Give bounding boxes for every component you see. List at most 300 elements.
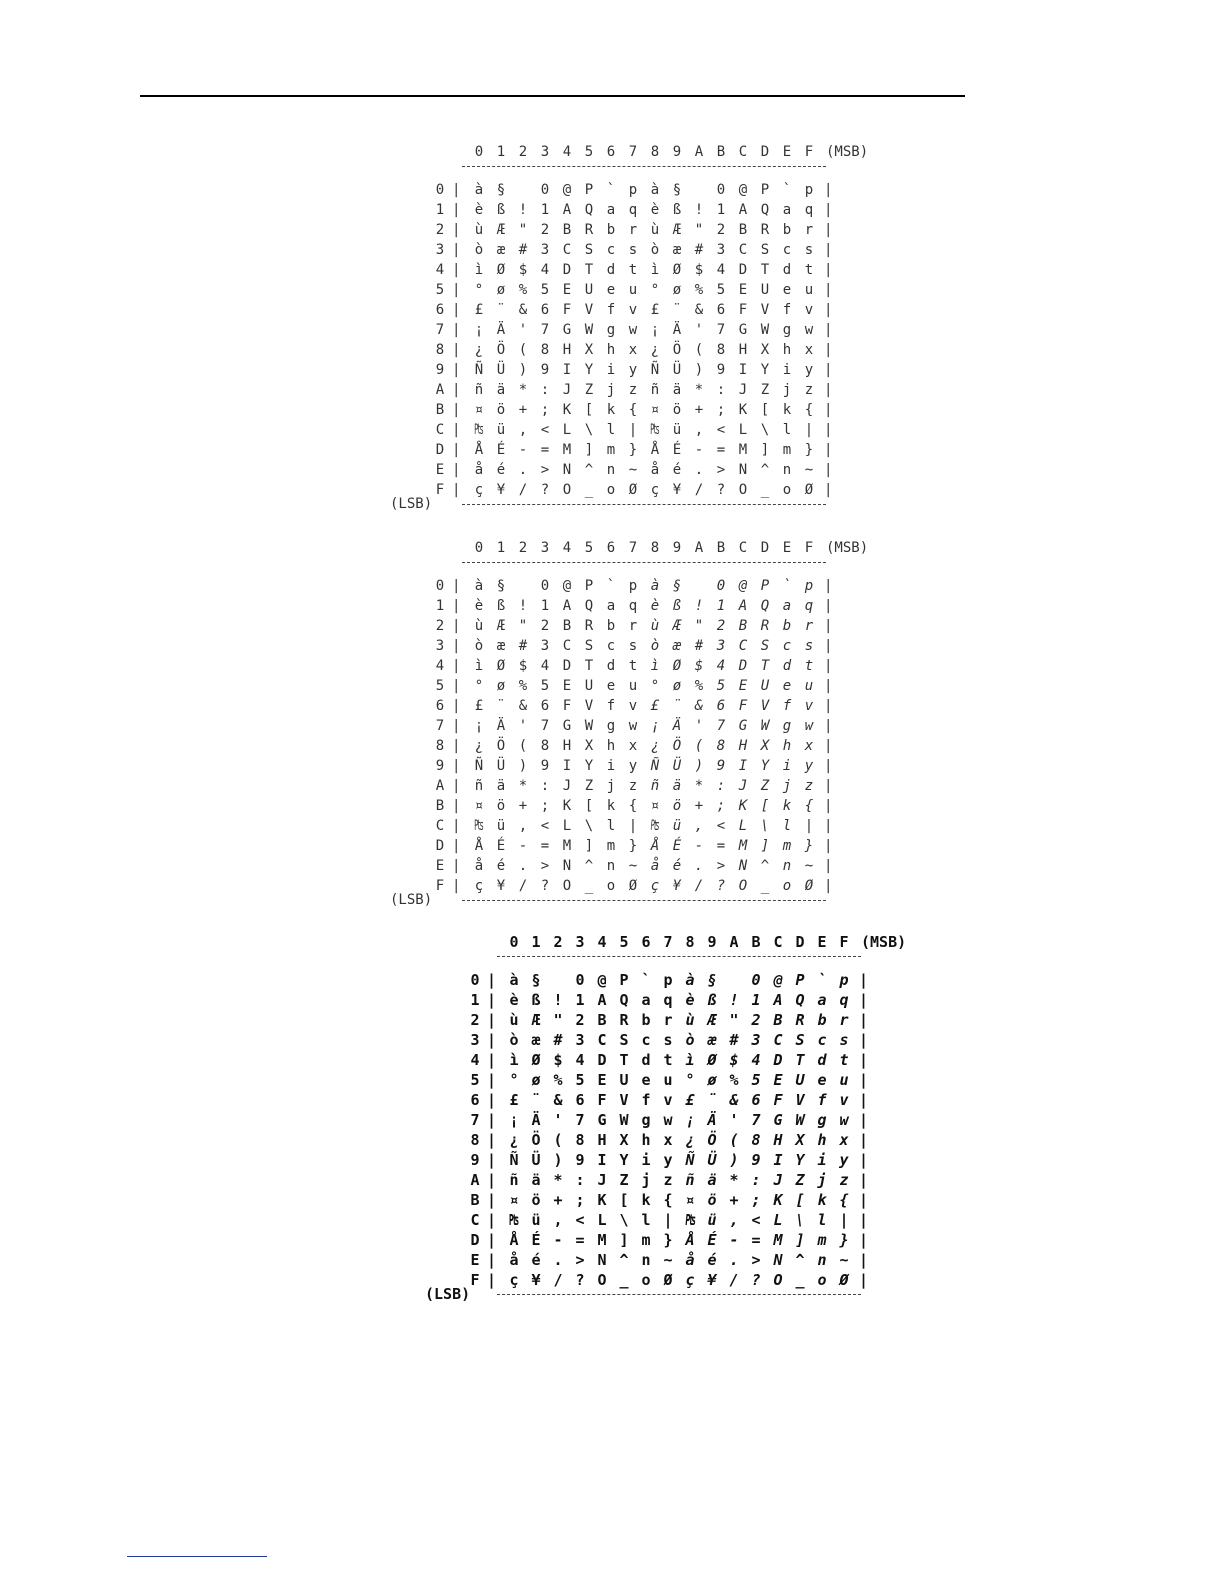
char-cell: ¨ bbox=[672, 302, 682, 318]
msb-header-cell: 3 bbox=[540, 540, 550, 556]
left-border: | bbox=[452, 798, 461, 814]
msb-header-cell: E bbox=[782, 540, 792, 556]
char-cell: - bbox=[694, 838, 704, 854]
char-cell: ò bbox=[509, 1031, 519, 1049]
char-cell: I bbox=[562, 758, 572, 774]
char-cell: r bbox=[628, 618, 638, 634]
char-cell: Ø bbox=[839, 1271, 849, 1289]
char-cell: ¡ bbox=[650, 718, 660, 734]
char-cell: > bbox=[575, 1251, 585, 1269]
char-cell: U bbox=[619, 1071, 629, 1089]
char-cell: ä bbox=[707, 1171, 717, 1189]
char-cell: Z bbox=[584, 778, 594, 794]
char-cell: H bbox=[738, 738, 748, 754]
char-cell: 4 bbox=[751, 1051, 761, 1069]
right-border: | bbox=[824, 422, 833, 438]
lsb-row-label: 7 bbox=[470, 1111, 480, 1129]
char-cell: ) bbox=[694, 362, 704, 378]
char-cell: J bbox=[773, 1171, 783, 1189]
char-cell: ¥ bbox=[672, 878, 682, 894]
left-border: | bbox=[452, 242, 461, 258]
char-cell: * bbox=[694, 778, 704, 794]
char-cell: j bbox=[782, 778, 792, 794]
char-cell: 5 bbox=[540, 678, 550, 694]
char-cell: w bbox=[628, 322, 638, 338]
char-cell: K bbox=[773, 1191, 783, 1209]
char-cell: t bbox=[804, 262, 814, 278]
char-cell: ? bbox=[716, 482, 726, 498]
msb-header-cell: 6 bbox=[606, 540, 616, 556]
msb-header-cell: C bbox=[738, 144, 748, 160]
char-cell: w bbox=[839, 1111, 849, 1129]
char-cell: I bbox=[773, 1151, 783, 1169]
char-cell: ñ bbox=[685, 1171, 695, 1189]
char-cell: B bbox=[738, 618, 748, 634]
char-cell: c bbox=[641, 1031, 651, 1049]
lsb-row-label: 4 bbox=[435, 262, 445, 278]
right-border: | bbox=[824, 858, 833, 874]
char-cell: X bbox=[795, 1131, 805, 1149]
char-cell: t bbox=[839, 1051, 849, 1069]
lsb-row-label: B bbox=[435, 798, 445, 814]
char-cell: ~ bbox=[628, 462, 638, 478]
char-cell: C bbox=[773, 1031, 783, 1049]
char-cell: A bbox=[562, 202, 572, 218]
left-border: | bbox=[487, 1251, 497, 1269]
lsb-row-label: F bbox=[435, 482, 445, 498]
char-cell: Ø bbox=[628, 878, 638, 894]
char-cell: " bbox=[694, 222, 704, 238]
char-cell: ) bbox=[694, 758, 704, 774]
char-cell: [ bbox=[760, 798, 770, 814]
char-cell: Ä bbox=[496, 322, 506, 338]
char-cell: p bbox=[663, 971, 673, 989]
char-cell: Z bbox=[584, 382, 594, 398]
char-cell: £ bbox=[685, 1091, 695, 1109]
char-cell: ¿ bbox=[685, 1131, 695, 1149]
char-cell: Ü bbox=[672, 758, 682, 774]
char-cell: ü bbox=[531, 1211, 541, 1229]
char-cell: / bbox=[694, 878, 704, 894]
char-cell: R bbox=[584, 222, 594, 238]
char-cell: æ bbox=[672, 242, 682, 258]
left-border: | bbox=[452, 698, 461, 714]
char-cell: 4 bbox=[716, 262, 726, 278]
lsb-row-label: 3 bbox=[470, 1031, 480, 1049]
char-cell: { bbox=[839, 1191, 849, 1209]
char-cell: M bbox=[562, 442, 572, 458]
char-cell: n bbox=[606, 462, 616, 478]
char-cell: ü bbox=[496, 818, 506, 834]
char-cell: # bbox=[518, 638, 528, 654]
lsb-row-label: 3 bbox=[435, 638, 445, 654]
char-cell: G bbox=[597, 1111, 607, 1129]
char-cell: ~ bbox=[804, 462, 814, 478]
char-cell: Y bbox=[584, 758, 594, 774]
char-cell: - bbox=[553, 1231, 563, 1249]
char-cell: V bbox=[619, 1091, 629, 1109]
char-cell: Y bbox=[619, 1151, 629, 1169]
char-cell: Ñ bbox=[509, 1151, 519, 1169]
char-cell: b bbox=[641, 1011, 651, 1029]
char-cell: x bbox=[804, 342, 814, 358]
char-cell: ` bbox=[782, 182, 792, 198]
char-cell: S bbox=[584, 638, 594, 654]
char-cell: ^ bbox=[760, 462, 770, 478]
char-cell: ¿ bbox=[474, 738, 484, 754]
char-cell: + bbox=[694, 798, 704, 814]
char-cell: U bbox=[584, 282, 594, 298]
char-cell: = bbox=[716, 442, 726, 458]
char-cell: ø bbox=[496, 282, 506, 298]
char-cell: C bbox=[562, 242, 572, 258]
char-cell: A bbox=[597, 991, 607, 1009]
char-cell: 4 bbox=[575, 1051, 585, 1069]
char-cell: ñ bbox=[474, 382, 484, 398]
lsb-row-label: E bbox=[470, 1251, 480, 1269]
char-cell: u bbox=[839, 1071, 849, 1089]
char-cell: W bbox=[584, 718, 594, 734]
char-cell: ¤ bbox=[509, 1191, 519, 1209]
char-cell: t bbox=[663, 1051, 673, 1069]
char-cell: % bbox=[518, 282, 528, 298]
char-cell: g bbox=[606, 322, 616, 338]
char-cell: ù bbox=[650, 618, 660, 634]
char-cell: x bbox=[628, 342, 638, 358]
right-border: | bbox=[859, 991, 869, 1009]
char-cell: ö bbox=[531, 1191, 541, 1209]
char-cell: Ü bbox=[672, 362, 682, 378]
char-cell: C bbox=[738, 242, 748, 258]
char-cell: [ bbox=[760, 402, 770, 418]
char-cell: L bbox=[738, 422, 748, 438]
lsb-row-label: 8 bbox=[470, 1131, 480, 1149]
lsb-row-label: 9 bbox=[435, 758, 445, 774]
char-cell: 9 bbox=[751, 1151, 761, 1169]
left-border: | bbox=[487, 1011, 497, 1029]
char-cell: ü bbox=[672, 818, 682, 834]
char-cell: & bbox=[729, 1091, 739, 1109]
msb-header-cell: C bbox=[773, 933, 783, 951]
char-cell: D bbox=[773, 1051, 783, 1069]
char-cell: ^ bbox=[760, 858, 770, 874]
lsb-label: (LSB) bbox=[425, 1285, 471, 1303]
char-cell: £ bbox=[650, 302, 660, 318]
char-cell: K bbox=[562, 402, 572, 418]
char-cell: q bbox=[839, 991, 849, 1009]
left-border: | bbox=[452, 322, 461, 338]
char-cell: $ bbox=[553, 1051, 563, 1069]
char-cell: 3 bbox=[575, 1031, 585, 1049]
char-cell: n bbox=[782, 858, 792, 874]
char-cell: Ø bbox=[663, 1271, 673, 1289]
char-cell: - bbox=[694, 442, 704, 458]
char-cell: o bbox=[606, 482, 616, 498]
table-top-rule bbox=[462, 562, 826, 563]
char-cell: ' bbox=[694, 322, 704, 338]
char-cell: V bbox=[760, 302, 770, 318]
char-cell: Ö bbox=[672, 738, 682, 754]
char-cell: j bbox=[606, 778, 616, 794]
right-border: | bbox=[824, 462, 833, 478]
char-cell: S bbox=[795, 1031, 805, 1049]
char-cell: # bbox=[694, 638, 704, 654]
char-cell: f bbox=[782, 302, 792, 318]
char-cell: + bbox=[553, 1191, 563, 1209]
right-border: | bbox=[859, 1051, 869, 1069]
char-cell: p bbox=[804, 578, 814, 594]
char-cell: S bbox=[619, 1031, 629, 1049]
char-cell: E bbox=[773, 1071, 783, 1089]
char-cell: j bbox=[782, 382, 792, 398]
lsb-row-label: 6 bbox=[435, 302, 445, 318]
char-cell: c bbox=[782, 638, 792, 654]
char-cell: Ü bbox=[496, 758, 506, 774]
char-cell: à bbox=[650, 182, 660, 198]
char-cell: s bbox=[628, 638, 638, 654]
char-cell: , bbox=[518, 422, 528, 438]
char-cell: 6 bbox=[540, 302, 550, 318]
right-border: | bbox=[859, 1011, 869, 1029]
char-cell: J bbox=[562, 382, 572, 398]
char-cell: ß bbox=[496, 202, 506, 218]
char-cell: É bbox=[672, 442, 682, 458]
right-border: | bbox=[859, 971, 869, 989]
char-cell: V bbox=[584, 698, 594, 714]
char-cell: ñ bbox=[650, 778, 660, 794]
right-border: | bbox=[824, 698, 833, 714]
left-border: | bbox=[452, 282, 461, 298]
char-cell: | bbox=[628, 422, 638, 438]
char-cell: d bbox=[817, 1051, 827, 1069]
lsb-row-label: 0 bbox=[470, 971, 480, 989]
char-cell: Ä bbox=[531, 1111, 541, 1129]
msb-header-cell: 6 bbox=[606, 144, 616, 160]
char-cell: 0 bbox=[716, 182, 726, 198]
char-cell: | bbox=[804, 818, 814, 834]
left-border: | bbox=[487, 1171, 497, 1189]
char-cell: l bbox=[606, 422, 616, 438]
char-cell: A bbox=[562, 598, 572, 614]
char-cell: ö bbox=[496, 402, 506, 418]
char-cell: k bbox=[641, 1191, 651, 1209]
char-cell: | bbox=[804, 422, 814, 438]
char-cell: Z bbox=[760, 778, 770, 794]
char-cell: < bbox=[540, 422, 550, 438]
char-cell: " bbox=[553, 1011, 563, 1029]
char-cell: D bbox=[562, 658, 572, 674]
char-cell: ; bbox=[540, 798, 550, 814]
char-cell: > bbox=[751, 1251, 761, 1269]
left-border: | bbox=[452, 598, 461, 614]
msb-header-cell: A bbox=[729, 933, 739, 951]
char-cell: ! bbox=[694, 598, 704, 614]
char-cell: 3 bbox=[716, 242, 726, 258]
msb-header-cell: F bbox=[839, 933, 849, 951]
char-cell: 4 bbox=[716, 658, 726, 674]
char-cell: N bbox=[562, 858, 572, 874]
char-cell: Ö bbox=[672, 342, 682, 358]
right-border: | bbox=[824, 482, 833, 498]
lsb-row-label: B bbox=[435, 402, 445, 418]
char-cell: § bbox=[672, 578, 682, 594]
char-cell: ] bbox=[584, 838, 594, 854]
char-cell: Ö bbox=[496, 342, 506, 358]
char-cell: c bbox=[606, 638, 616, 654]
char-cell: T bbox=[619, 1051, 629, 1069]
char-cell: k bbox=[782, 402, 792, 418]
lsb-row-label: 1 bbox=[470, 991, 480, 1009]
char-cell: } bbox=[663, 1231, 673, 1249]
char-cell: d bbox=[782, 658, 792, 674]
char-cell: . bbox=[518, 858, 528, 874]
char-cell: z bbox=[804, 778, 814, 794]
left-border: | bbox=[487, 1051, 497, 1069]
char-cell: b bbox=[606, 222, 616, 238]
lsb-row-label: 9 bbox=[470, 1151, 480, 1169]
char-cell: h bbox=[606, 738, 616, 754]
char-cell: [ bbox=[584, 798, 594, 814]
char-cell: Ñ bbox=[474, 758, 484, 774]
char-cell: 3 bbox=[540, 242, 550, 258]
char-cell: Q bbox=[760, 598, 770, 614]
char-cell: = bbox=[540, 442, 550, 458]
char-cell: \ bbox=[760, 422, 770, 438]
left-border: | bbox=[452, 342, 461, 358]
char-cell: Æ bbox=[496, 222, 506, 238]
char-cell: p bbox=[839, 971, 849, 989]
char-cell: / bbox=[518, 482, 528, 498]
char-cell: 1 bbox=[751, 991, 761, 1009]
char-cell: ö bbox=[672, 798, 682, 814]
char-cell: { bbox=[804, 402, 814, 418]
char-cell: R bbox=[760, 618, 770, 634]
char-cell: ¡ bbox=[650, 322, 660, 338]
char-cell: / bbox=[729, 1271, 739, 1289]
right-border: | bbox=[824, 618, 833, 634]
char-cell: $ bbox=[518, 262, 528, 278]
right-border: | bbox=[824, 878, 833, 894]
char-cell: & bbox=[553, 1091, 563, 1109]
lsb-row-label: 5 bbox=[470, 1071, 480, 1089]
char-cell: 6 bbox=[540, 698, 550, 714]
char-cell: ò bbox=[474, 242, 484, 258]
char-cell: ? bbox=[716, 878, 726, 894]
char-cell: æ bbox=[672, 638, 682, 654]
char-cell: _ bbox=[619, 1271, 629, 1289]
char-cell: E bbox=[738, 282, 748, 298]
char-cell: ù bbox=[650, 222, 660, 238]
msb-header-cell: 2 bbox=[518, 540, 528, 556]
lsb-row-label: 1 bbox=[435, 598, 445, 614]
char-cell: O bbox=[738, 482, 748, 498]
char-cell: G bbox=[773, 1111, 783, 1129]
char-cell: m bbox=[606, 442, 616, 458]
char-cell: L bbox=[597, 1211, 607, 1229]
lsb-row-label: 8 bbox=[435, 342, 445, 358]
char-cell: t bbox=[628, 262, 638, 278]
char-cell: j bbox=[606, 382, 616, 398]
char-cell: _ bbox=[760, 878, 770, 894]
msb-header-cell: 9 bbox=[672, 144, 682, 160]
char-cell: e bbox=[606, 282, 616, 298]
char-cell: Ü bbox=[496, 362, 506, 378]
msb-header-cell: 1 bbox=[496, 144, 506, 160]
char-cell: M bbox=[562, 838, 572, 854]
char-cell: G bbox=[562, 718, 572, 734]
char-cell: å bbox=[509, 1251, 519, 1269]
lsb-row-label: 2 bbox=[470, 1011, 480, 1029]
char-cell: q bbox=[628, 202, 638, 218]
char-cell: e bbox=[606, 678, 616, 694]
char-cell: Å bbox=[650, 442, 660, 458]
char-cell: b bbox=[782, 222, 792, 238]
char-cell: ç bbox=[650, 878, 660, 894]
char-cell: 7 bbox=[540, 718, 550, 734]
char-cell: - bbox=[518, 838, 528, 854]
char-cell: @ bbox=[738, 182, 748, 198]
lsb-row-label: A bbox=[435, 778, 445, 794]
char-cell: ö bbox=[496, 798, 506, 814]
char-cell: % bbox=[694, 678, 704, 694]
char-cell: s bbox=[839, 1031, 849, 1049]
char-cell: / bbox=[694, 482, 704, 498]
char-cell: F bbox=[738, 698, 748, 714]
char-cell: A bbox=[738, 598, 748, 614]
lsb-row-label: C bbox=[435, 422, 445, 438]
char-cell: ¨ bbox=[531, 1091, 541, 1109]
char-cell: £ bbox=[650, 698, 660, 714]
left-border: | bbox=[487, 1191, 497, 1209]
char-cell: J bbox=[562, 778, 572, 794]
char-cell: ; bbox=[716, 798, 726, 814]
left-border: | bbox=[452, 678, 461, 694]
char-cell: x bbox=[804, 738, 814, 754]
char-cell: O bbox=[597, 1271, 607, 1289]
char-cell: ä bbox=[672, 778, 682, 794]
char-cell: ç bbox=[474, 878, 484, 894]
char-cell: ° bbox=[650, 678, 660, 694]
char-cell: K bbox=[597, 1191, 607, 1209]
char-cell: 9 bbox=[575, 1151, 585, 1169]
footer-link-rule[interactable] bbox=[127, 1556, 267, 1557]
char-cell: . bbox=[518, 462, 528, 478]
char-cell: I bbox=[597, 1151, 607, 1169]
char-cell: F bbox=[562, 302, 572, 318]
char-cell: x bbox=[628, 738, 638, 754]
char-cell: U bbox=[760, 678, 770, 694]
char-cell: y bbox=[839, 1151, 849, 1169]
char-cell: q bbox=[804, 598, 814, 614]
msb-header-cell: B bbox=[716, 144, 726, 160]
char-cell: Z bbox=[619, 1171, 629, 1189]
char-cell: é bbox=[672, 462, 682, 478]
char-cell: 9 bbox=[540, 758, 550, 774]
char-cell: ñ bbox=[509, 1171, 519, 1189]
left-border: | bbox=[452, 302, 461, 318]
char-cell: V bbox=[584, 302, 594, 318]
msb-header-cell: 3 bbox=[540, 144, 550, 160]
char-cell: ß bbox=[496, 598, 506, 614]
char-cell: ₧ bbox=[474, 818, 484, 834]
table-top-rule bbox=[497, 956, 861, 957]
char-cell: _ bbox=[795, 1271, 805, 1289]
char-cell: § bbox=[496, 578, 506, 594]
char-cell: F bbox=[597, 1091, 607, 1109]
char-cell: ¥ bbox=[672, 482, 682, 498]
msb-header-cell: 1 bbox=[496, 540, 506, 556]
char-cell: 7 bbox=[540, 322, 550, 338]
